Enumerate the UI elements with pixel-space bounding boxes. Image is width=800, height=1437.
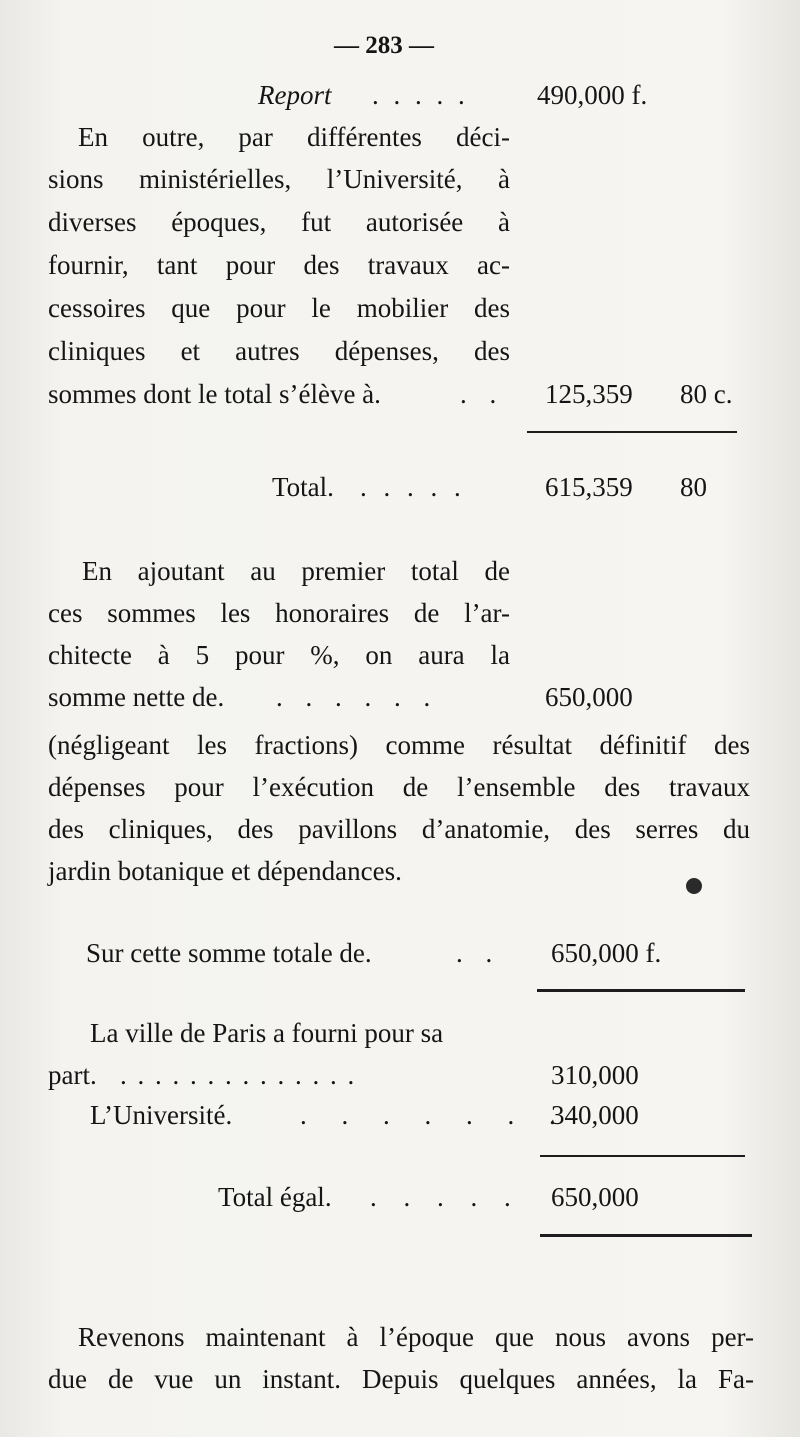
para1-line-3: diverses époques, fut autorisée à — [48, 207, 510, 237]
total-value: 615,359 — [545, 472, 633, 502]
para1-value-francs: 125,359 — [545, 379, 633, 409]
para2-line-4: somme nette de. — [48, 682, 225, 712]
universite-value: 340,000 — [551, 1100, 639, 1130]
rule-3 — [540, 1155, 745, 1157]
total-egal-dots: . . . . . — [370, 1182, 521, 1212]
para4-line-1: Revenons maintenant à l’époque que nous avons per- — [78, 1322, 754, 1352]
somme-totale-value: 650,000 f. — [551, 938, 662, 968]
total-dots: . . . . . — [360, 472, 466, 502]
para2-dots: . . . . . . — [276, 682, 439, 712]
para2-value: 650,000 — [545, 682, 633, 712]
para1-dots: . . — [460, 379, 505, 409]
para3-line-1: (négligeant les fractions) comme résultat définitif des — [48, 730, 750, 760]
para1-line-4: fournir, tant pour des travaux ac- — [48, 250, 510, 280]
somme-totale-label: Sur cette somme totale de. — [86, 938, 372, 968]
universite-label: L’Université. — [90, 1100, 233, 1130]
para3-line-4: jardin botanique et dépendances. — [48, 856, 402, 886]
report-dots: . . . . . — [372, 80, 469, 110]
rule-2 — [537, 989, 745, 992]
para3-line-2: dépenses pour l’exécution de l’ensemble des travaux — [48, 772, 750, 802]
report-value: 490,000 f. — [537, 80, 648, 110]
para4-line-2: due de vue un instant. Depuis quelques années, la Fa- — [48, 1364, 754, 1394]
para2-line-2: ces sommes les honoraires de l’ar- — [48, 598, 510, 628]
total-cents: 80 — [680, 472, 707, 502]
total-label: Total. — [272, 472, 334, 502]
ville-line-1: La ville de Paris a fourni pour sa — [90, 1018, 444, 1048]
ville-dots: . . . . . . . . . . . . . . — [120, 1060, 357, 1090]
total-egal-label: Total égal. — [218, 1182, 332, 1212]
para1-line-5: cessoires que pour le mobilier des — [48, 293, 510, 323]
page-number: — 283 — — [334, 32, 434, 59]
ink-spot — [686, 878, 702, 894]
ville-value: 310,000 — [551, 1060, 639, 1090]
para1-line-7: sommes dont le total s’élève à. — [48, 379, 381, 409]
para2-line-3: chitecte à 5 pour %, on aura la — [48, 640, 510, 670]
report-label: Report — [258, 80, 332, 110]
para3-line-3: des cliniques, des pavillons d’anatomie, des serres du — [48, 814, 750, 844]
ville-line-2: part. — [48, 1060, 97, 1090]
rule-1 — [527, 431, 737, 433]
universite-dots: . . . . . . . — [300, 1100, 570, 1130]
total-egal-value: 650,000 — [551, 1182, 639, 1212]
para2-line-1: En ajoutant au premier total de — [82, 556, 510, 586]
para1-value-cents: 80 c. — [680, 379, 733, 409]
rule-4 — [540, 1234, 752, 1237]
para1-line-6: cliniques et autres dépenses, des — [48, 336, 510, 366]
para1-line-1: En outre, par différentes déci- — [78, 122, 510, 152]
para1-line-2: sions ministérielles, l’Université, à — [48, 164, 510, 194]
somme-totale-dots: . . — [456, 938, 501, 968]
